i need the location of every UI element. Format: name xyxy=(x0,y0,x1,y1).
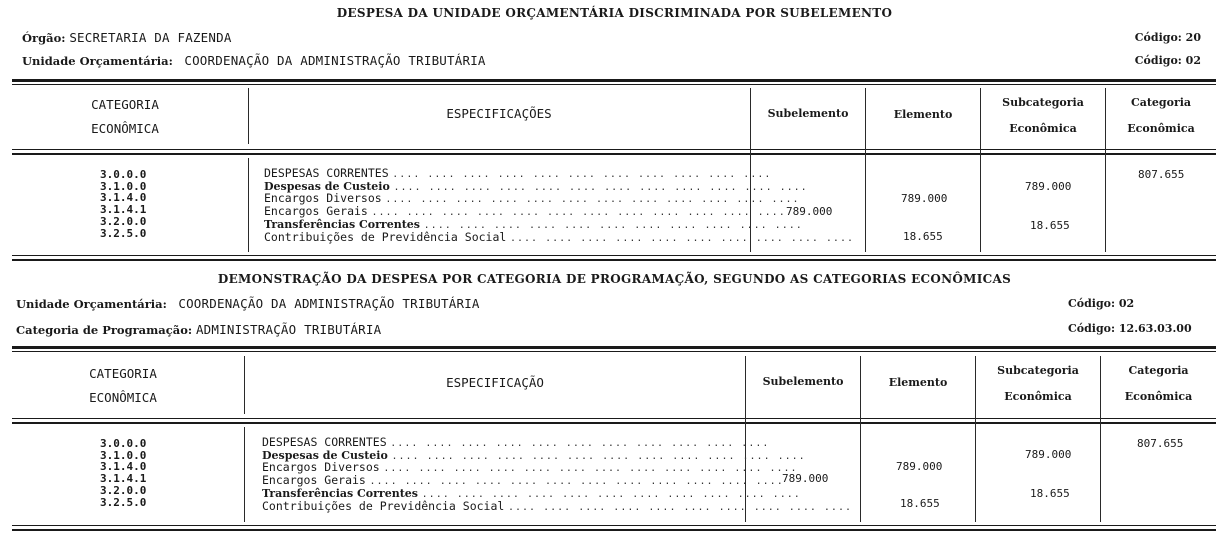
t1-subelemento-value: 789.000 xyxy=(786,205,833,218)
orgao-value: SECRETARIA DA FAZENDA xyxy=(69,30,232,45)
t1-code: 3.1.0.0 xyxy=(100,179,147,193)
orgao-code: Código: 20 xyxy=(1134,31,1201,44)
programacao-code: Código: 12.63.03.00 xyxy=(1068,322,1192,335)
t2-subcategoria-value-1: 789.000 xyxy=(1025,448,1072,461)
t1-header-subcategoria-2: Econômica xyxy=(1009,122,1077,135)
t2-header-categoria-economica xyxy=(1101,358,1216,410)
t2-code: 3.1.0.0 xyxy=(100,448,147,462)
programacao-line xyxy=(16,322,381,337)
t1-header-subcategoria xyxy=(981,90,1105,142)
t2-spec-row xyxy=(262,498,852,514)
table1-header-rule xyxy=(12,149,1216,150)
leader-dots: .... .... .... .... .... .... .... .... .... .... xyxy=(509,232,854,244)
table2-bottom-rule-2 xyxy=(12,529,1216,531)
t1-spec-label: DESPESAS CORRENTES xyxy=(264,166,389,180)
t1-header-categoria-economica xyxy=(1106,90,1216,142)
t1-subcategoria-value-2: 18.655 xyxy=(1030,219,1070,232)
t1-header-subelemento: Subelemento xyxy=(767,107,849,120)
t1-header-categoria-2: ECONÔMICA xyxy=(91,121,159,136)
t1-elemento-value-2: 18.655 xyxy=(903,230,943,243)
unidade-value: COORDENAÇÃO DA ADMINISTRAÇÃO TRIBUTÁRIA xyxy=(184,53,486,68)
t1-spec-label: Transferências Correntes xyxy=(264,217,420,231)
t2-header-categoria-eco-1: Categoria xyxy=(1128,364,1189,377)
table1-top-rule xyxy=(12,79,1216,82)
t1-code: 3.2.0.0 xyxy=(100,214,147,228)
t1-spec-row xyxy=(264,229,854,245)
t2-header-categoria-eco-2: Econômica xyxy=(1124,390,1193,403)
t1-elemento-value-1: 789.000 xyxy=(901,192,948,205)
t1-header-categoria-eco-2: Econômica xyxy=(1127,122,1195,135)
t1-code: 3.2.5.0 xyxy=(100,226,147,240)
leader-dots: .... .... .... .... .... .... .... .... .... .... xyxy=(507,501,852,513)
t2-code: 3.2.0.0 xyxy=(100,483,147,497)
t2-spec-label: Contribuições de Previdência Social xyxy=(262,498,505,513)
table2-top-rule-thin xyxy=(12,351,1216,352)
table1-top-rule-thin xyxy=(12,84,1216,85)
section2-title: DEMONSTRAÇÃO DA DESPESA POR CATEGORIA DE PROGRAMAÇÃO, SEGUNDO AS CATEGORIAS ECONÔMICAS xyxy=(217,272,1012,286)
programacao-value: ADMINISTRAÇÃO TRIBUTÁRIA xyxy=(195,322,382,337)
t2-header-subelemento: Subelemento xyxy=(762,375,844,388)
leader-dots: .... .... .... .... .... .... .... .... .... .... .... .... xyxy=(391,450,806,462)
t1-header-especificacoes: ESPECIFICAÇÕES xyxy=(446,106,552,121)
t1-header-elemento: Elemento xyxy=(893,108,953,121)
t2-header-categoria-1: CATEGORIA xyxy=(89,366,157,381)
table2-header-rule xyxy=(12,418,1216,419)
leader-dots: .... .... .... .... .... .... .... .... .... .... .... xyxy=(392,169,772,180)
leader-dots: .... .... .... .... .... .... .... .... .... .... .... .... xyxy=(371,207,786,219)
t1-spec-label: Despesas de Custeio xyxy=(264,179,390,193)
t2-header-subcategoria-1: Subcategoria xyxy=(997,364,1079,377)
t1-header-categoria xyxy=(30,93,220,141)
t2-code: 3.2.5.0 xyxy=(100,495,147,509)
t2-elemento-value-1: 789.000 xyxy=(896,460,943,473)
unidade-label: Unidade Orçamentária: xyxy=(22,54,173,68)
t2-spec-label: Transferências Correntes xyxy=(262,486,418,500)
t2-vline-1b xyxy=(244,427,245,522)
t2-spec-label: Encargos Diversos xyxy=(262,460,380,475)
leader-dots: .... .... .... .... .... .... .... .... .... .... .... .... xyxy=(369,476,784,488)
leader-dots: .... .... .... .... .... .... .... .... .... .... .... .... xyxy=(393,181,808,193)
t2-categoria-value: 807.655 xyxy=(1137,437,1184,450)
table2-header-rule-2 xyxy=(12,422,1216,424)
t1-spec-label: Encargos Gerais xyxy=(264,204,368,219)
t1-header-subcategoria-1: Subcategoria xyxy=(1002,96,1084,109)
t2-header-categoria-2: ECONÔMICA xyxy=(89,390,157,405)
unidade-code-2: Código: 02 xyxy=(1068,297,1135,310)
t2-header-especificacao: ESPECIFICAÇÃO xyxy=(446,375,544,390)
orgao-line xyxy=(22,30,232,45)
t2-subcategoria-value-2: 18.655 xyxy=(1030,487,1070,500)
t2-subelemento-value: 789.000 xyxy=(782,472,829,485)
programacao-label: Categoria de Programação: xyxy=(16,323,193,337)
unidade-code-1: Código: 02 xyxy=(1134,54,1201,67)
unidade-line-1 xyxy=(22,53,486,68)
t1-code: 3.1.4.0 xyxy=(100,191,147,205)
leader-dots: .... .... .... .... .... .... .... .... .... .... .... .... xyxy=(385,194,800,206)
leader-dots: .... .... .... .... .... .... .... .... .... .... .... xyxy=(390,438,770,449)
leader-dots: .... .... .... .... .... .... .... .... .... .... .... xyxy=(423,219,803,231)
t2-code: 3.0.0.0 xyxy=(100,437,147,450)
section1-title: DESPESA DA UNIDADE ORÇAMENTÁRIA DISCRIMINADA POR SUBELEMENTO xyxy=(336,6,893,20)
table2-top-rule xyxy=(12,346,1216,349)
t1-vline-1b xyxy=(248,158,249,252)
t1-categoria-value: 807.655 xyxy=(1138,168,1185,181)
leader-dots: .... .... .... .... .... .... .... .... .... .... .... .... xyxy=(383,463,798,475)
t1-code: 3.1.4.1 xyxy=(100,203,147,217)
t2-spec-label: DESPESAS CORRENTES xyxy=(262,435,387,449)
table2-bottom-rule xyxy=(12,525,1216,526)
t1-subcategoria-value-1: 789.000 xyxy=(1025,180,1072,193)
t2-codes xyxy=(100,438,146,508)
t2-header-elemento: Elemento xyxy=(888,376,948,389)
unidade-line-2 xyxy=(16,296,480,311)
t1-codes xyxy=(100,169,146,239)
t2-code: 3.1.4.0 xyxy=(100,460,147,474)
t1-spec-label: Encargos Diversos xyxy=(264,191,382,206)
unidade-label-2: Unidade Orçamentária: xyxy=(16,297,167,311)
t2-header-subcategoria xyxy=(976,358,1100,410)
t2-spec-label: Despesas de Custeio xyxy=(262,448,388,462)
t2-elemento-value-2: 18.655 xyxy=(900,497,940,510)
unidade-value-2: COORDENAÇÃO DA ADMINISTRAÇÃO TRIBUTÁRIA xyxy=(178,296,480,311)
t2-code: 3.1.4.1 xyxy=(100,472,147,486)
table1-bottom-rule xyxy=(12,255,1216,256)
t1-header-categoria-1: CATEGORIA xyxy=(91,97,159,112)
t1-spec-label: Contribuições de Previdência Social xyxy=(264,229,507,244)
leader-dots: .... .... .... .... .... .... .... .... .... .... .... xyxy=(421,488,801,500)
t1-code: 3.0.0.0 xyxy=(100,168,147,181)
table1-bottom-rule-2 xyxy=(12,259,1216,261)
t1-header-categoria-eco-1: Categoria xyxy=(1130,96,1192,109)
table1-header-rule-2 xyxy=(12,153,1216,155)
t2-header-categoria xyxy=(28,362,218,410)
orgao-label: Órgão: xyxy=(22,31,66,45)
t2-spec-label: Encargos Gerais xyxy=(262,473,366,488)
t2-header-subcategoria-2: Econômica xyxy=(1004,390,1072,403)
